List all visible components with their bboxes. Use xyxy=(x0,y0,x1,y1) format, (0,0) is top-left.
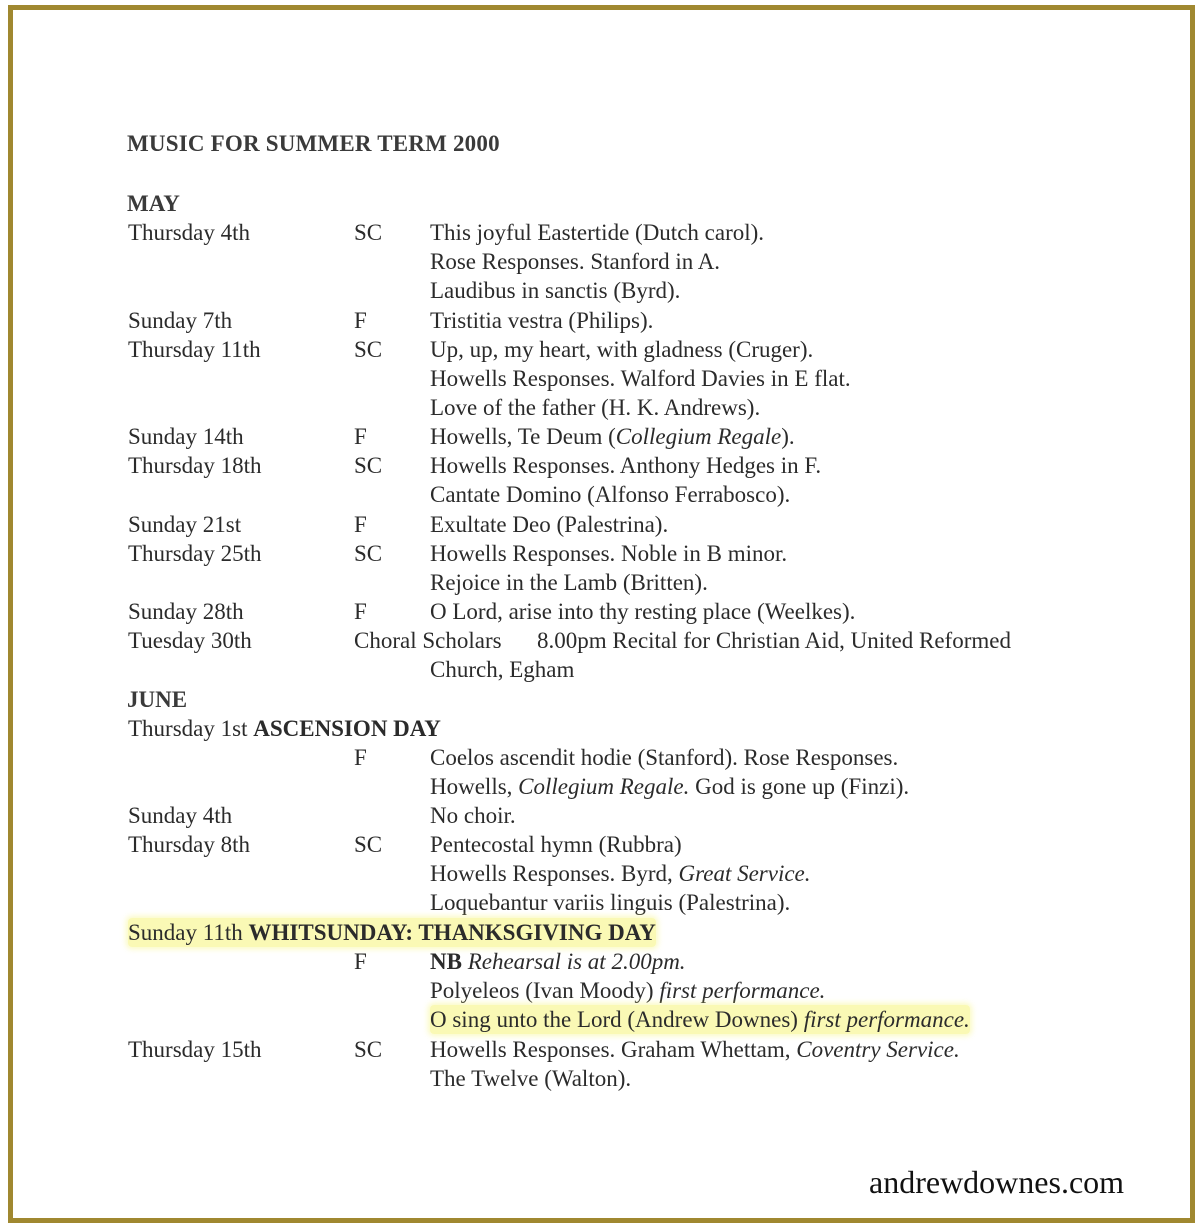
text-segment: O sing unto the Lord (Andrew Downes) xyxy=(430,1007,804,1032)
italic-text: Collegium Regale. xyxy=(518,774,690,799)
event-name: ASCENSION DAY xyxy=(253,716,441,741)
entry-sunday-21st xyxy=(0,510,1199,539)
entry-text: Church, Egham xyxy=(430,657,575,682)
text-segment: God is gone up (Finzi). xyxy=(689,774,910,799)
entry-date: Thursday 15th xyxy=(128,1037,262,1062)
entry-thursday-11th xyxy=(0,335,1199,364)
entry-date: Sunday 21st xyxy=(128,512,242,537)
entry-text: Howells Responses. Anthony Hedges in F. xyxy=(430,453,822,478)
entry-text: Howells Responses. Walford Davies in E flat. xyxy=(430,366,851,391)
entry-text xyxy=(430,947,686,976)
entry-text: The Twelve (Walton). xyxy=(430,1066,632,1091)
entry-text xyxy=(430,859,811,888)
date-text: Sunday 11th xyxy=(128,920,243,945)
entry-text: No choir. xyxy=(430,803,516,828)
entry-date: Thursday 25th xyxy=(128,541,262,566)
entry-date: Thursday 8th xyxy=(128,832,251,857)
entry-continuation xyxy=(0,947,1199,976)
entry-continuation xyxy=(0,1005,1199,1034)
entry-text xyxy=(430,976,825,1005)
entry-code: SC xyxy=(354,832,383,857)
entry-code: F xyxy=(354,745,367,770)
entry-date: Sunday 7th xyxy=(128,308,233,333)
entry-date: Thursday 18th xyxy=(128,453,262,478)
nb-label: NB xyxy=(430,949,462,974)
entry-continuation xyxy=(0,247,1199,276)
entry-continuation xyxy=(0,1064,1199,1093)
italic-text: first performance. xyxy=(803,1007,970,1032)
entry-code: F xyxy=(354,424,367,449)
text-segment: Howells Responses. Byrd, xyxy=(430,861,679,886)
entry-date: Sunday 14th xyxy=(128,424,244,449)
entry-tuesday-30th xyxy=(0,626,1199,655)
month-heading: MAY xyxy=(127,191,180,216)
text-segment: Polyeleos (Ivan Moody) xyxy=(430,978,660,1003)
entry-text: Tristitia vestra (Philips). xyxy=(430,308,654,333)
italic-text: Coventry Service. xyxy=(796,1037,960,1062)
entry-text: O Lord, arise into thy resting place (Weelkes). xyxy=(430,599,856,624)
entry-sunday-7th xyxy=(0,306,1199,335)
entry-sunday-28th xyxy=(0,597,1199,626)
text-segment: Howells Responses. Graham Whettam, xyxy=(430,1037,797,1062)
highlighted-entry-text xyxy=(430,1005,970,1034)
entry-continuation xyxy=(0,743,1199,772)
italic-text: Rehearsal is at 2.00pm. xyxy=(467,949,686,974)
entry-continuation xyxy=(0,655,1199,684)
entry-continuation xyxy=(0,480,1199,509)
entry-text xyxy=(430,1035,960,1064)
entry-code: SC xyxy=(354,541,383,566)
entry-text xyxy=(430,772,909,801)
entry-continuation xyxy=(0,568,1199,597)
entry-continuation xyxy=(0,976,1199,1005)
entry-text: 8.00pm Recital for Christian Aid, United Reformed xyxy=(537,628,1011,653)
entry-code: F xyxy=(354,949,367,974)
highlighted-entry-date xyxy=(128,918,656,947)
page-title: MUSIC FOR SUMMER TERM 2000 xyxy=(127,131,500,156)
entry-thursday-4th xyxy=(0,218,1199,247)
entry-code: SC xyxy=(354,337,383,362)
text-segment: ). xyxy=(781,424,795,449)
entry-text: Loquebantur variis linguis (Palestrina). xyxy=(430,890,791,915)
text-segment: Howells, Te Deum ( xyxy=(430,424,616,449)
entry-continuation xyxy=(0,364,1199,393)
event-name: WHITSUNDAY: THANKSGIVING DAY xyxy=(248,920,656,945)
entry-text: Howells Responses. Noble in B minor. xyxy=(430,541,788,566)
entry-continuation xyxy=(0,393,1199,422)
entry-code: SC xyxy=(354,453,383,478)
entry-text: Rose Responses. Stanford in A. xyxy=(430,249,721,274)
entry-text xyxy=(430,422,795,451)
date-text: Thursday 1st xyxy=(128,716,248,741)
entry-text: Rejoice in the Lamb (Britten). xyxy=(430,570,708,595)
entry-text: Love of the father (H. K. Andrews). xyxy=(430,395,761,420)
month-heading-june xyxy=(0,685,1199,714)
entry-continuation xyxy=(0,772,1199,801)
entry-thursday-18th xyxy=(0,451,1199,480)
entry-text: Cantate Domino (Alfonso Ferrabosco). xyxy=(430,482,791,507)
entry-date: Tuesday 30th xyxy=(128,628,252,653)
entry-date: Thursday 11th xyxy=(128,337,261,362)
entry-thursday-8th xyxy=(0,830,1199,859)
month-heading: JUNE xyxy=(127,687,188,712)
entry-date: Sunday 4th xyxy=(128,803,233,828)
entry-text: Up, up, my heart, with gladness (Cruger). xyxy=(430,337,814,362)
entry-code: SC xyxy=(354,220,383,245)
entry-date: Sunday 28th xyxy=(128,599,244,624)
entry-text: Coelos ascendit hodie (Stanford). Rose Responses. xyxy=(430,745,899,770)
entry-date: Thursday 4th xyxy=(128,220,251,245)
entry-thursday-15th xyxy=(0,1035,1199,1064)
italic-text: Great Service. xyxy=(678,861,811,886)
entry-text: This joyful Eastertide (Dutch carol). xyxy=(430,220,765,245)
entry-text: Pentecostal hymn (Rubbra) xyxy=(430,832,682,857)
entry-code: SC xyxy=(354,1037,383,1062)
entry-code: F xyxy=(354,308,367,333)
italic-text: Collegium Regale xyxy=(615,424,782,449)
italic-text: first performance. xyxy=(659,978,826,1003)
entry-sunday-14th xyxy=(0,422,1199,451)
text-segment: Howells, xyxy=(430,774,519,799)
entry-text: Exultate Deo (Palestrina). xyxy=(430,512,669,537)
entry-thursday-1st xyxy=(0,714,1199,743)
entry-date xyxy=(128,714,441,743)
entry-continuation xyxy=(0,276,1199,305)
entry-sunday-11th xyxy=(0,918,1199,947)
entry-continuation xyxy=(0,859,1199,888)
entry-code: F xyxy=(354,599,367,624)
entry-sunday-4th xyxy=(0,801,1199,830)
entry-text: Laudibus in sanctis (Byrd). xyxy=(430,278,681,303)
entry-continuation xyxy=(0,888,1199,917)
month-heading-may xyxy=(0,189,1199,218)
entry-code: Choral Scholars xyxy=(354,628,502,653)
entry-code: F xyxy=(354,512,367,537)
entry-thursday-25th xyxy=(0,539,1199,568)
website-footer: andrewdownes.com xyxy=(869,1164,1125,1200)
